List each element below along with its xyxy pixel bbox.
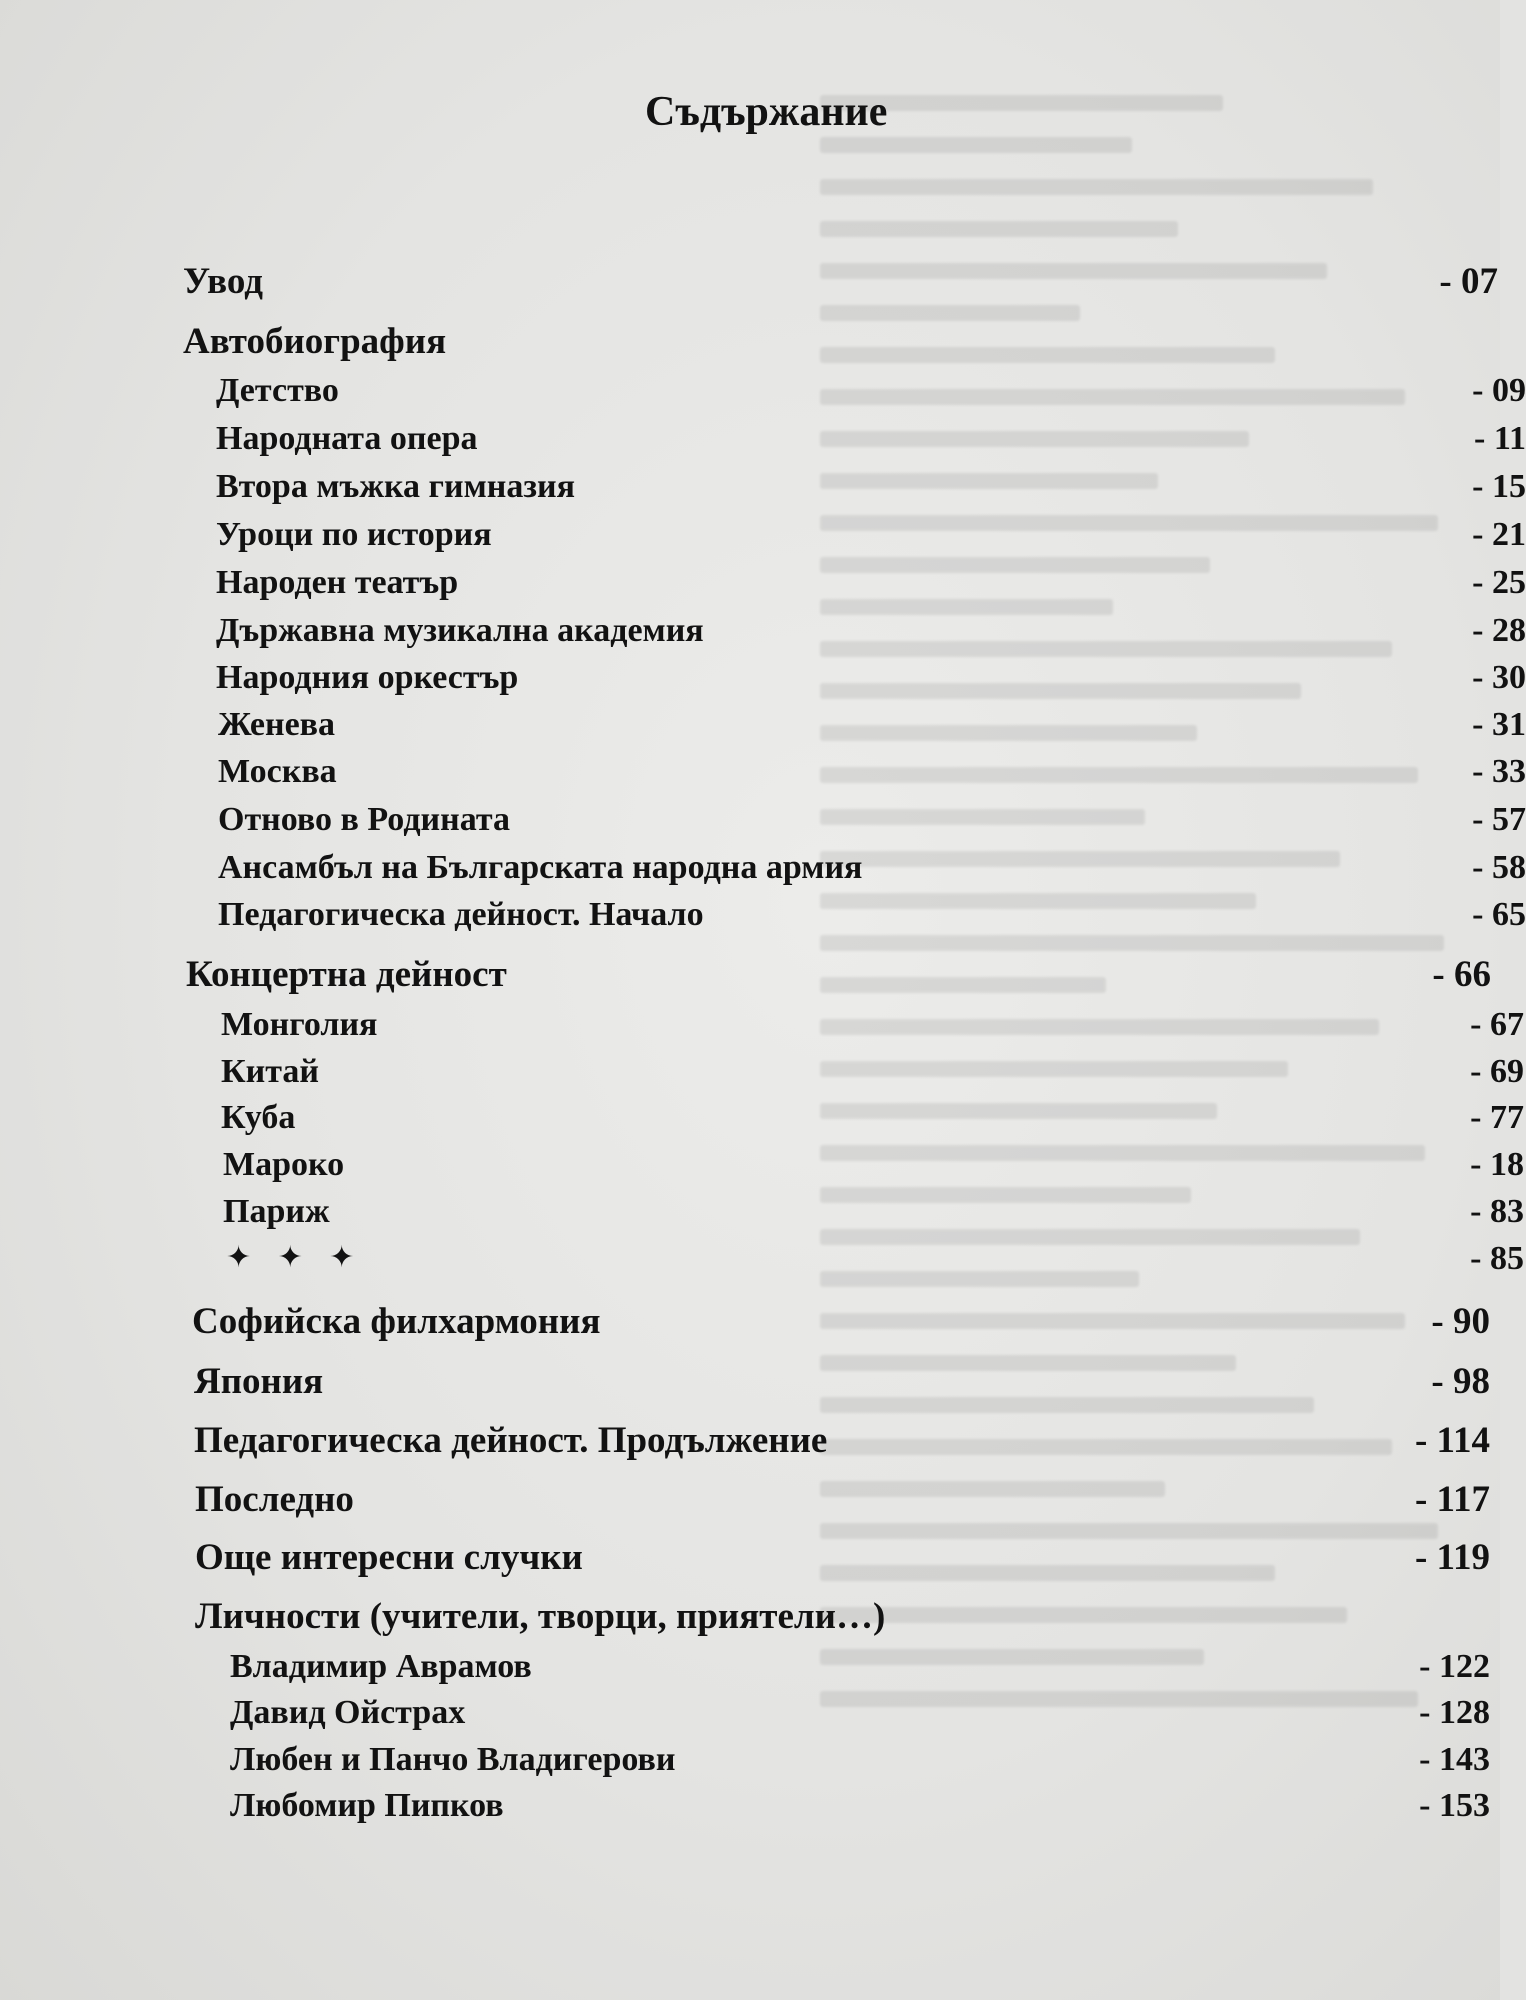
toc-entry-title: Ансамбъл на Българската народна армия [218, 849, 863, 886]
toc-entry-page: - 69 [1470, 1053, 1524, 1090]
toc-entry-page: - 66 [1432, 954, 1491, 995]
toc-entry-title: Любен и Панчо Владигерови [230, 1741, 676, 1778]
toc-entry-page: - 98 [1431, 1361, 1490, 1402]
toc-entry-title: Педагогическа дейност. Продължение [194, 1420, 828, 1461]
toc-entry-page: - 114 [1414, 1420, 1490, 1461]
toc-entry-page: - 31 [1472, 706, 1526, 743]
toc-entry-title: Отново в Родината [218, 801, 510, 838]
toc-entry-title: Женева [218, 706, 336, 743]
toc-entry-title: Япония [194, 1361, 324, 1402]
toc-entry-title: Народен театър [216, 564, 459, 601]
toc-entry-page: - 57 [1472, 801, 1526, 838]
toc-entry-page: - 58 [1472, 849, 1526, 886]
ornament-stars-icon: ✦ ✦ ✦ [226, 1240, 363, 1275]
toc-entry-title: Париж [223, 1193, 330, 1230]
toc-entry-title: Държавна музикална академия [216, 612, 704, 649]
toc-entry-page: - 128 [1419, 1694, 1490, 1731]
toc-entry-title: Софийска филхармония [192, 1301, 601, 1342]
toc-entry-page: - 65 [1472, 896, 1526, 933]
toc-entry-page: - 85 [1470, 1240, 1524, 1277]
toc-entry-title: Куба [221, 1099, 296, 1136]
toc-entry-page: - 119 [1414, 1537, 1490, 1578]
toc-entry-title: Мароко [223, 1146, 345, 1183]
toc-entry-page: - 21 [1472, 516, 1526, 553]
toc-entry-title: Народната опера [216, 420, 478, 457]
toc-entry-title: Концертна дейност [186, 954, 507, 995]
toc-entry-page: - 25 [1472, 564, 1526, 601]
toc-entry-page: - 90 [1431, 1301, 1490, 1342]
toc-entry-title: Любомир Пипков [230, 1787, 504, 1824]
toc-entry-title: Владимир Аврамов [230, 1648, 532, 1685]
toc-entry-page: - 153 [1419, 1787, 1490, 1824]
toc-entry-page: - 09 [1472, 372, 1526, 409]
toc-entry-page: - 18 [1470, 1146, 1524, 1183]
toc-entry-title: Давид Ойстрах [230, 1694, 466, 1731]
toc-entry-title: Китай [221, 1053, 319, 1090]
toc-entry-title: Автобиография [183, 321, 447, 362]
toc-entry-title: Народния оркестър [216, 659, 519, 696]
toc-entry-title: Втора мъжка гимназия [216, 468, 575, 505]
toc-entry-title: Личности (учители, творци, приятели…) [195, 1596, 886, 1637]
toc-entry-page: - 07 [1439, 261, 1498, 302]
toc-entry-title: Москва [218, 753, 337, 790]
toc-entry-page: - 143 [1419, 1741, 1490, 1778]
toc-entry-title: Още интересни случки [195, 1537, 583, 1578]
toc-entry-page: - 33 [1472, 753, 1526, 790]
toc-entry-page: - 117 [1414, 1479, 1490, 1520]
toc-entry-title: Детство [216, 372, 339, 409]
toc-entry-page: - 30 [1472, 659, 1526, 696]
toc-entry-title: Последно [195, 1479, 354, 1520]
toc-entry-page: - 122 [1419, 1648, 1490, 1685]
toc-entry-page: - 15 [1472, 468, 1526, 505]
page-title: Съдържание [645, 89, 888, 135]
toc-entry-title: Увод [183, 261, 263, 302]
toc-entry-page: - 28 [1472, 612, 1526, 649]
toc-entry-page: - 83 [1470, 1193, 1524, 1230]
toc-entry-page: - 11 [1474, 420, 1526, 457]
toc-entry-title: Монголия [221, 1006, 378, 1043]
toc-entry-title: Уроци по история [216, 516, 492, 553]
toc-entry-page: - 67 [1470, 1006, 1524, 1043]
toc-entry-page: - 77 [1470, 1099, 1524, 1136]
toc-entry-title: Педагогическа дейност. Начало [218, 896, 704, 933]
